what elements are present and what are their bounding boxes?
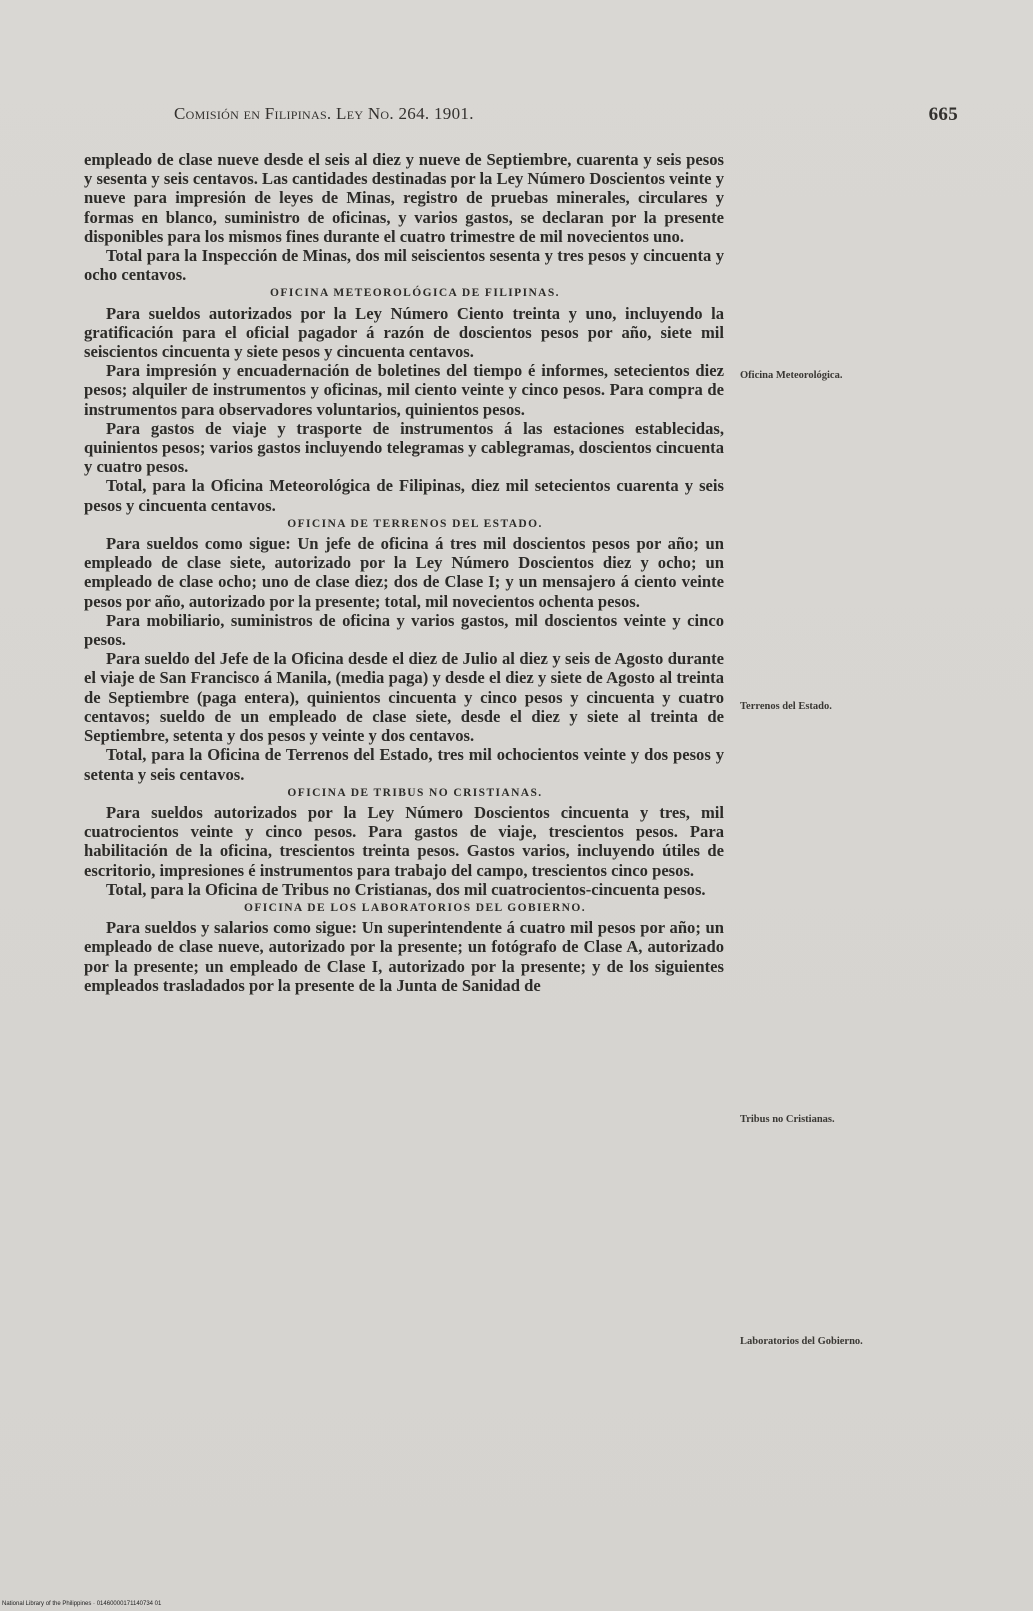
paragraph: Total para la Inspección de Minas, dos mil seiscientos sesenta y tres pesos y cincuenta y ocho centavos. [84,246,724,285]
page-number: 665 [928,104,958,125]
paragraph: Para sueldos autorizados por la Ley Número Doscientos cincuenta y tres, mil cuatrocientos veinte y cinco pesos. Para gastos de viaje, trescientos pesos. Para habilitación de la oficina, trescientos treinta pesos. Gastos varios, incluyendo útiles de escritorio, impresiones é instrumentos para trabajo del campo, trescientos cinco pesos. [84,802,724,880]
paragraph: Total, para la Oficina de Terrenos del Estado, tres mil ochocientos veinte y dos pesos y setenta y seis centavos. [84,745,724,784]
paragraph: Para sueldos autorizados por la Ley Número Ciento treinta y uno, incluyendo la gratificación para el oficial pagador á razón de doscientos pesos por año, siete mil seiscientos cincuenta y siete pesos y cincuenta centavos. [84,303,724,362]
running-title: Comisión en Filipinas. Ley No. 264. 1901. [174,104,474,123]
paragraph: Total, para la Oficina de Tribus no Cristianas, dos mil cuatrocientos-cincuenta pesos. [106,879,706,899]
section-heading-laboratorios: OFICINA DE LOS LABORATORIOS DEL GOBIERNO. [244,901,586,914]
paragraph: Para sueldos y salarios como sigue: Un superintendente á cuatro mil pesos por año; un empleado de clase nueve, autorizado por la presente; un fotógrafo de Clase A, autorizado por la presente; un empleado de Clase I, autorizado por la presente; y de los siguientes empleados trasladados por la presente de la Junta de Sanidad de [84,918,724,995]
section-heading-tribus: OFICINA DE TRIBUS NO CRISTIANAS. [287,786,543,799]
margin-note-terrenos: Terrenos del Estado. [740,701,832,712]
paragraph: Para impresión y encuadernación de boletines del tiempo é informes, setecientos diez pesos; alquiler de instrumentos y oficinas, mil ciento veinte y cinco pesos. Para compra de instrumentos para observadores voluntarios, quinientos pesos. [84,361,724,419]
margin-note-tribus: Tribus no Cristianas. [740,1114,835,1125]
paragraph: Para sueldo del Jefe de la Oficina desde el diez de Julio al diez y seis de Agosto durante el viaje de San Francisco á Manila, (media paga) y desde el diez y siete de Agosto al treinta de Septiembre (paga entera), quinientos cincuenta y cinco pesos y cincuenta y cuatro centavos; sueldo de un empleado de clase siete, desde el diez y siete al treinta de Septiembre, setenta y dos pesos y veinte y dos centavos. [84,649,724,746]
paragraph: empleado de clase nueve desde el seis al diez y nueve de Septiembre, cuarenta y seis pesos y sesenta y seis centavos. Las cantidades destinadas por la Ley Número Doscientos veinte y nueve para impresión de leyes de Minas, registro de pruebas minerales, circulares y formas en blanco, suministro de oficinas, y varios gastos, se declaran por la presente disponibles para los mismos fines durante el cuatro trimestre de mil novecientos uno. [84,150,724,246]
paragraph: Para gastos de viaje y trasporte de instrumentos á las estaciones establecidas, quinientos pesos; varios gastos incluyendo telegramas y cablegramas, doscientos cincuenta y cuatro pesos. [84,418,724,477]
paragraph: Para sueldos como sigue: Un jefe de oficina á tres mil doscientos pesos por año; un empleado de clase siete, autorizado por la Ley Número Doscientos diez y ocho; un empleado de clase ocho; uno de clase diez; dos de Clase I; y un mensajero á ciento veinte pesos por año, autorizado por la presente; total, mil novecientos ochenta pesos. [84,534,724,611]
margin-note-laboratorios: Laboratorios del Gobierno. [740,1336,863,1347]
section-heading-terrenos: OFICINA DE TERRENOS DEL ESTADO. [287,517,543,530]
section-heading-meteorologica: OFICINA METEOROLÓGICA DE FILIPINAS. [270,287,560,300]
scan-footer: National Library of the Philippines · 01460000171140734 01 [2,1601,162,1607]
paragraph: Total, para la Oficina Meteorológica de Filipinas, diez mil setecientos cuarenta y seis pesos y cincuenta centavos. [84,476,724,515]
margin-note-meteorologica: Oficina Meteorológica. [740,370,843,381]
body-text [84,150,724,995]
paragraph: Para mobiliario, suministros de oficina y varios gastos, mil doscientos veinte y cinco pesos. [84,610,724,650]
running-header [168,104,958,132]
